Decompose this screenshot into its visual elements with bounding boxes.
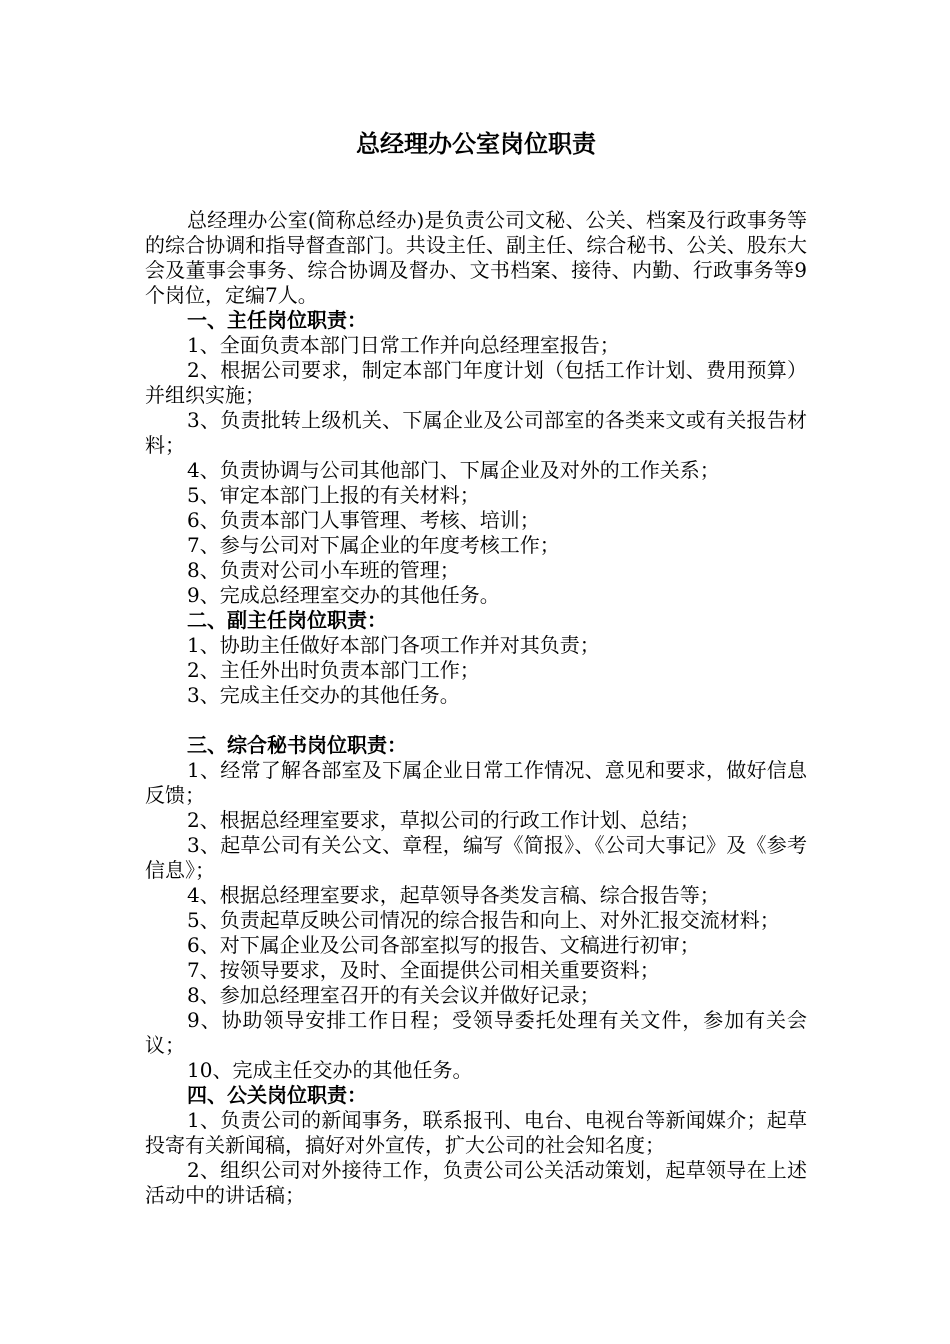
list-item: 1、负责公司的新闻事务，联系报刊、电台、电视台等新闻媒介；起草投寄有关新闻稿，搞好对外宣传，扩大公司的社会知名度； — [145, 1108, 807, 1157]
list-item: 1、协助主任做好本部门各项工作并对其负责； — [187, 633, 600, 657]
list-item: 10、完成主任交办的其他任务。 — [187, 1058, 473, 1082]
list-item: 2、根据总经理室要求，草拟公司的行政工作计划、总结； — [187, 808, 700, 832]
intro-paragraph: 总经理办公室(简称总经办)是负责公司文秘、公关、档案及行政事务等的综合协调和指导督查部门。共设主任、副主任、综合秘书、公关、股东大会及董事会事务、综合协调及督办、文书档案、接待、内勤、行政事务等9个岗位，定编7人。 — [145, 208, 807, 307]
list-item: 9、协助领导安排工作日程；受领导委托处理有关文件，参加有关会议； — [145, 1008, 807, 1057]
list-item: 1、经常了解各部室及下属企业日常工作情况、意见和要求，做好信息反馈； — [145, 758, 807, 807]
list-item: 8、参加总经理室召开的有关会议并做好记录； — [187, 983, 600, 1007]
list-item: 5、负责起草反映公司情况的综合报告和向上、对外汇报交流材料； — [187, 908, 780, 932]
list-item: 8、负责对公司小车班的管理； — [187, 558, 460, 582]
list-item: 7、按领导要求，及时、全面提供公司相关重要资料； — [187, 958, 660, 982]
list-item: 9、完成总经理室交办的其他任务。 — [187, 583, 500, 607]
list-item: 4、根据总经理室要求，起草领导各类发言稿、综合报告等； — [187, 883, 720, 907]
section-heading-secretary: 三、综合秘书岗位职责： — [187, 733, 407, 757]
section-heading-director: 一、主任岗位职责： — [187, 308, 367, 332]
list-item: 1、全面负责本部门日常工作并向总经理室报告； — [187, 333, 620, 357]
list-item: 2、主任外出时负责本部门工作； — [187, 658, 480, 682]
blank-line — [145, 708, 807, 733]
list-item: 3、完成主任交办的其他任务。 — [187, 683, 460, 707]
document-page — [145, 128, 807, 1208]
list-item: 2、根据公司要求，制定本部门年度计划（包括工作计划、费用预算）并组织实施； — [145, 358, 807, 407]
list-item: 3、负责批转上级机关、下属企业及公司部室的各类来文或有关报告材料； — [145, 408, 807, 457]
list-item: 4、负责协调与公司其他部门、下属企业及对外的工作关系； — [187, 458, 720, 482]
list-item: 2、组织公司对外接待工作，负责公司公关活动策划，起草领导在上述活动中的讲话稿； — [145, 1158, 807, 1207]
list-item: 6、对下属企业及公司各部室拟写的报告、文稿进行初审； — [187, 933, 700, 957]
list-item: 7、参与公司对下属企业的年度考核工作； — [187, 533, 560, 557]
section-heading-public-relations: 四、公关岗位职责： — [187, 1083, 367, 1107]
list-item: 6、负责本部门人事管理、考核、培训； — [187, 508, 540, 532]
list-item: 3、起草公司有关公文、章程，编写《简报》、《公司大事记》及《参考信息》； — [145, 833, 807, 882]
list-item: 5、审定本部门上报的有关材料； — [187, 483, 480, 507]
document-title: 总经理办公室岗位职责 — [356, 130, 596, 158]
section-heading-deputy-director: 二、副主任岗位职责： — [187, 608, 387, 632]
